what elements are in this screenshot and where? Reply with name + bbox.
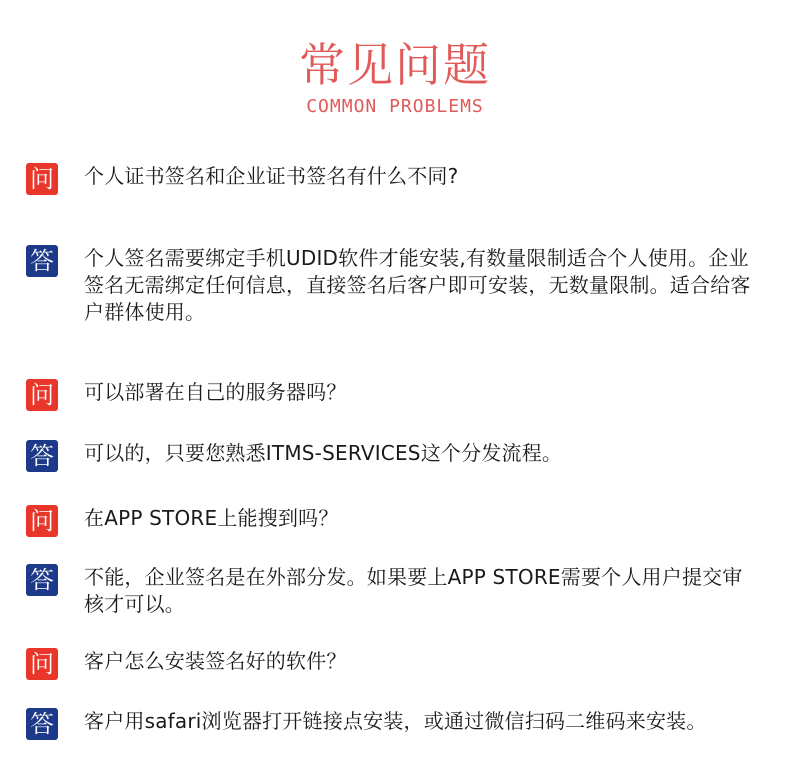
question-badge-icon: 问 xyxy=(26,505,58,537)
faq-answer-2 xyxy=(26,440,756,472)
answer-badge-icon: 答 xyxy=(26,440,58,472)
question-badge-icon: 问 xyxy=(26,379,58,411)
faq-answer-1 xyxy=(26,245,756,326)
page-title: 常见问题 xyxy=(299,38,491,92)
page-subtitle: COMMON PROBLEMS xyxy=(306,96,484,117)
answer-badge-icon: 答 xyxy=(26,564,58,596)
faq-question-1 xyxy=(26,163,756,195)
answer-badge-icon: 答 xyxy=(26,245,58,277)
page-header xyxy=(0,38,790,118)
question-text: 可以部署在自己的服务器吗？ xyxy=(84,380,347,404)
question-text: 客户怎么安装签名好的软件？ xyxy=(84,649,347,673)
faq-answer-4 xyxy=(26,708,756,740)
answer-text: 个人签名需要绑定手机UDID软件才能安装,有数量限制适合个人使用。企业签名无需绑定任何信息，直接签名后客户即可安装，无数量限制。适合给客户群体使用。 xyxy=(84,246,751,324)
faq-answer-3 xyxy=(26,564,756,618)
question-badge-icon: 问 xyxy=(26,163,58,195)
question-text: 在APP STORE上能搜到吗？ xyxy=(84,506,339,530)
faq-question-4 xyxy=(26,648,756,680)
answer-badge-icon: 答 xyxy=(26,708,58,740)
faq-question-2 xyxy=(26,379,756,411)
answer-text: 可以的，只要您熟悉ITMS-SERVICES这个分发流程。 xyxy=(84,441,563,465)
question-badge-icon: 问 xyxy=(26,648,58,680)
answer-text: 客户用safari浏览器打开链接点安装，或通过微信扫码二维码来安装。 xyxy=(84,709,707,733)
answer-text: 不能，企业签名是在外部分发。如果要上APP STORE需要个人用户提交审核才可以。 xyxy=(84,565,743,616)
faq-question-3 xyxy=(26,505,756,537)
question-text: 个人证书签名和企业证书签名有什么不同? xyxy=(84,164,459,188)
